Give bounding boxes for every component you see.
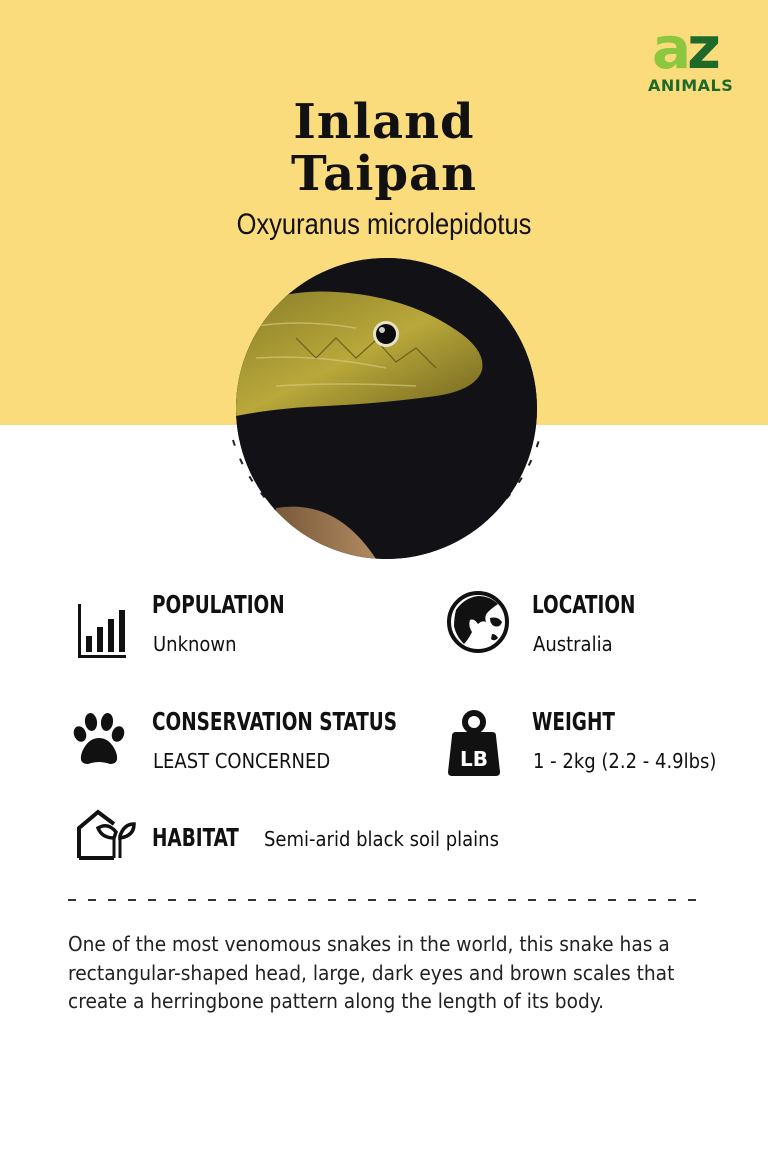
animal-description: One of the most venomous snakes in the world, this snake has a rectangular-shaped head, large, dark eyes and brown scales that create a herringbone pattern along the length of its body.	[68, 932, 675, 1013]
population-value: Unknown	[153, 632, 237, 656]
paw-icon	[72, 712, 126, 766]
globe-icon	[446, 590, 510, 654]
weight-lb-icon	[448, 710, 500, 776]
snake-illustration	[236, 258, 537, 559]
dashed-divider	[68, 896, 700, 904]
logo-wordmark: ANIMALS	[648, 76, 734, 95]
az-animals-logo[interactable]	[646, 14, 746, 102]
logo-letter-z: z	[687, 14, 717, 82]
location-value: Australia	[533, 632, 613, 656]
scientific-name: Oxyuranus microlepidotus	[236, 208, 532, 241]
weight-value: 1 - 2kg (2.2 - 4.9lbs)	[533, 749, 717, 773]
logo-mark	[652, 14, 717, 82]
logo-letter-a: a	[652, 14, 688, 82]
conservation-status-value: LEAST CONCERNED	[153, 749, 331, 773]
habitat-value: Semi-arid black soil plains	[264, 827, 499, 851]
animal-photo	[236, 258, 537, 559]
house-plant-icon	[76, 808, 136, 862]
page-title-line1: Inland	[293, 94, 475, 150]
weight-label: WEIGHT	[532, 707, 615, 736]
svg-text:LB: LB	[460, 747, 488, 771]
page-title-line2: Taipan	[290, 146, 478, 202]
habitat-label: HABITAT	[152, 823, 239, 852]
bar-chart-icon	[76, 602, 128, 660]
population-label: POPULATION	[152, 590, 285, 619]
location-label: LOCATION	[532, 590, 636, 619]
conservation-status-label: CONSERVATION STATUS	[152, 707, 398, 736]
